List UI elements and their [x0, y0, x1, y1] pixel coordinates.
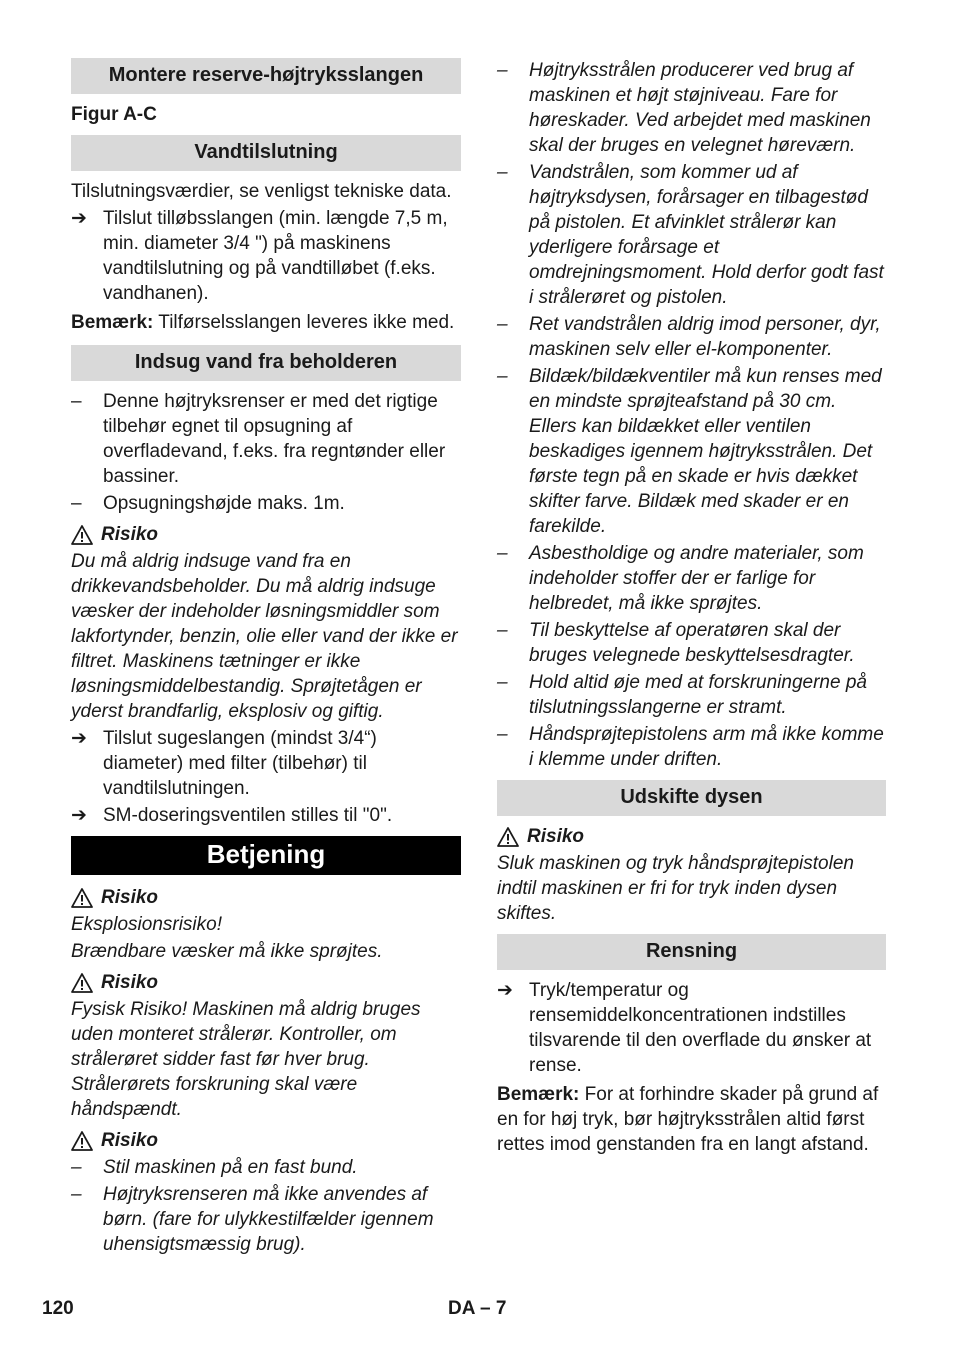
figure-reference: Figur A-C [71, 104, 157, 125]
instruction-text: Tilslut tilløbsslangen (min. længde 7,5 m, min. diameter 3/4 ") på maskinens vandtilslutning og på vandtilløbet (f.eks. vandhanen). [103, 208, 448, 304]
list-item-text: Bildæk/bildækventiler må kun renses med en mindste sprøjteafstand på 30 cm. Ellers kan bildækket eller ventilen beskadiges igennem højtryksstrålen. Det første tegn på en skade er hvis dækket skifter farve. Bildæk med skader er en farekilde. [529, 366, 882, 537]
list-item [497, 312, 886, 362]
dash-marker: – [71, 1157, 82, 1178]
risk-text: Fysisk Risiko! Maskinen må aldrig bruges uden monteret strålerør. Kontroller, om strålerøret sidder fast før hver brug. Strålerørets forskruning skal være håndspændt. [71, 999, 421, 1120]
chapter-heading-betjening: Betjening [71, 836, 461, 875]
risk-label: Risiko [101, 524, 159, 545]
list-item-text: Håndsprøjtepistolens arm må ikke komme i klemme under driften. [529, 724, 884, 770]
note-label: Bemærk: [497, 1084, 580, 1105]
risk-text: Eksplosionsrisiko! [71, 914, 222, 935]
warning-triangle-icon [71, 1131, 93, 1151]
list-item-text: Opsugningshøjde maks. 1m. [103, 493, 345, 514]
section-heading-vandtilslutning: Vandtilslutning [71, 135, 461, 171]
list-item-text: Ret vandstrålen aldrig imod personer, dyr, maskinen selv eller el-komponenter. [529, 314, 881, 360]
dash-list [71, 389, 461, 516]
instruction-text: SM-doseringsventilen stilles til "0". [103, 805, 393, 826]
right-column [497, 58, 886, 1161]
list-item-text: Til beskyttelse af operatøren skal der bruges velegnede beskyttelsesdragter. [529, 620, 855, 666]
risk-label: Risiko [101, 972, 159, 993]
arrow-icon: ➔ [497, 980, 513, 1001]
list-item [497, 722, 886, 772]
warning-triangle-icon [71, 525, 93, 545]
paragraph-connection-values: Tilslutningsværdier, se venligst tekniske data. [71, 181, 452, 202]
list-item [497, 364, 886, 539]
instruction-list [497, 978, 886, 1078]
list-item [71, 1155, 461, 1180]
risk-heading [71, 970, 461, 995]
dash-marker: – [497, 60, 508, 81]
list-item [497, 160, 886, 310]
list-item-text: Højtryksstrålen producerer ved brug af maskinen et højt støjniveau. Fare for høreskader. Ved arbejdet med maskinen skal der bruges en velegnet høreværn. [529, 60, 871, 156]
note-text: Tilførselsslangen leveres ikke med. [153, 312, 455, 333]
warning-triangle-icon [497, 827, 519, 847]
dash-marker: – [497, 543, 508, 564]
section-heading-montere: Montere reserve-højtryksslangen [71, 58, 461, 94]
list-item-text: Højtryksrenseren må ikke anvendes af børn. (fare for ulykkestilfælder igennem uhensigtsmæssig brug). [103, 1184, 434, 1255]
dash-marker: – [497, 162, 508, 183]
list-item-text: Asbestholdige og andre materialer, som indeholder stoffer der er farlige for helbredet, må ikke sprøjtes. [529, 543, 864, 614]
list-item [71, 491, 461, 516]
risk-text: Sluk maskinen og tryk håndsprøjtepistolen indtil maskinen er fri for tryk inden dysen skiftes. [497, 853, 854, 924]
instruction-item [71, 726, 461, 801]
dash-marker: – [71, 493, 82, 514]
risk-heading [71, 885, 461, 910]
dash-marker: – [497, 672, 508, 693]
risk-heading [71, 1128, 461, 1153]
list-item [497, 541, 886, 616]
warning-triangle-icon [71, 888, 93, 908]
instruction-item [497, 978, 886, 1078]
dash-marker: – [497, 366, 508, 387]
arrow-icon: ➔ [71, 805, 87, 826]
left-column [71, 58, 461, 1259]
instruction-text: Tryk/temperatur og rensemiddelkoncentrationen indstilles tilsvarende til den overflade du ønsker at rense. [529, 980, 872, 1076]
risk-label: Risiko [101, 887, 159, 908]
list-item [497, 618, 886, 668]
note-paragraph [71, 310, 461, 335]
dash-marker: – [71, 1184, 82, 1205]
risk-text: Brændbare væsker må ikke sprøjtes. [71, 941, 383, 962]
instruction-list [71, 206, 461, 306]
dash-list [497, 58, 886, 772]
list-item [71, 389, 461, 489]
note-paragraph [497, 1082, 886, 1157]
risk-label: Risiko [101, 1130, 159, 1151]
note-label: Bemærk: [71, 312, 154, 333]
section-heading-rensning: Rensning [497, 934, 886, 970]
dash-marker: – [71, 391, 82, 412]
page-number: 120 [42, 1298, 74, 1319]
list-item-text: Stil maskinen på en fast bund. [103, 1157, 358, 1178]
risk-label: Risiko [527, 826, 585, 847]
dash-list [71, 1155, 461, 1257]
risk-heading [497, 824, 886, 849]
instruction-text: Tilslut sugeslangen (mindst 3/4“) diameter) med filter (tilbehør) til vandtilslutningen. [103, 728, 377, 799]
list-item [497, 58, 886, 158]
risk-text: Du må aldrig indsuge vand fra en drikkevandsbeholder. Du må aldrig indsuge væsker der indeholder løsningsmiddler som lakfortynder, benzin, olie eller vand der ikke er filtret. Maskinens tætninger er ikke løsningsmiddelbestandig. Sprøjtetågen er yderst brandfarlig, eksplosiv og giftig. [71, 551, 458, 722]
language-page-label: DA – 7 [448, 1298, 507, 1319]
arrow-icon: ➔ [71, 208, 87, 229]
list-item-text: Vandstrålen, som kommer ud af højtryksdysen, forårsager en tilbagestød på pistolen. Et afvinklet strålerør kan yderligere forårsage et omdrejningsmoment. Hold derfor godt fast i strålerøret og pistolen. [529, 162, 884, 308]
note-text: For at forhindre skader på grund af en for høj tryk, bør højtryksstrålen altid først rettes imod genstanden fra en langt afstand. [497, 1084, 879, 1155]
list-item-text: Hold altid øje med at forskruningerne på tilslutningsslangerne er stramt. [529, 672, 867, 718]
list-item [71, 1182, 461, 1257]
list-item [497, 670, 886, 720]
dash-marker: – [497, 724, 508, 745]
instruction-list [71, 726, 461, 828]
dash-marker: – [497, 314, 508, 335]
section-heading-indsug: Indsug vand fra beholderen [71, 345, 461, 381]
warning-triangle-icon [71, 973, 93, 993]
risk-heading [71, 522, 461, 547]
arrow-icon: ➔ [71, 728, 87, 749]
section-heading-udskifte-dysen: Udskifte dysen [497, 780, 886, 816]
instruction-item [71, 803, 461, 828]
dash-marker: – [497, 620, 508, 641]
list-item-text: Denne højtryksrenser er med det rigtige tilbehør egnet til opsugning af overfladevand, f.eks. fra regntønder eller bassiner. [103, 391, 446, 487]
instruction-item [71, 206, 461, 306]
